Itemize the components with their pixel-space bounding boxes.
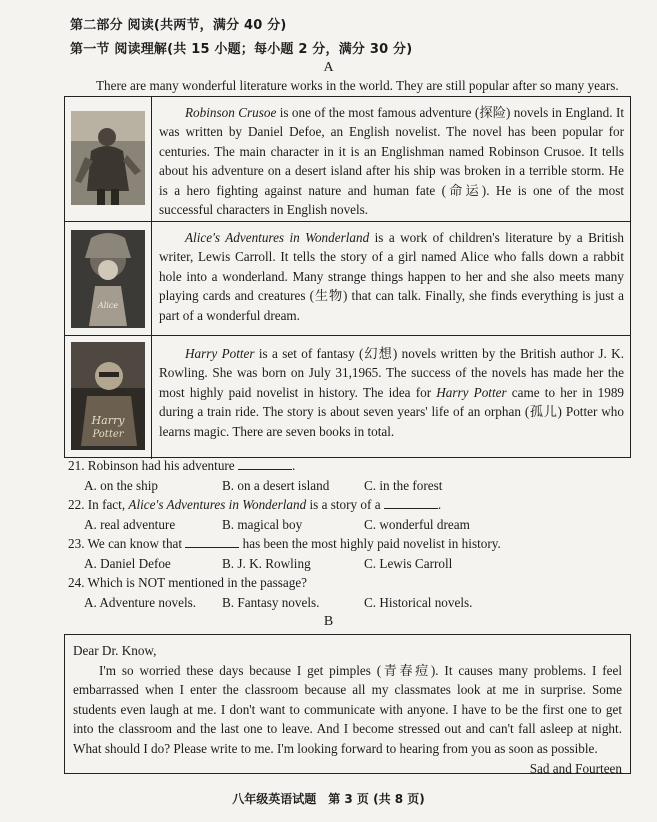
- option-22b: B. magical boy: [222, 517, 303, 532]
- book-text-alice: is a work of children's literature by a British writer, Lewis Carroll. It tells the story of a girl named Alice who falls down a rabbit hole into a wonderland. Many strange things happen to her and she also meets many playing cards and creatures (生物) that can talk. Finally, she finds everything is just a part of a wonderful dream.: [159, 230, 624, 323]
- question-23: 23. We can know that has been the most highly paid novelist in history.: [68, 536, 501, 551]
- part-title: 第二部分 阅读(共两节，满分 40 分): [70, 18, 287, 33]
- page-footer: 八年级英语试题 第 3 页 (共 8 页): [232, 792, 425, 806]
- answer-blank: [185, 536, 239, 548]
- letter-signature: Sad and Fourteen: [529, 760, 622, 776]
- passage-a-intro: There are many wonderful literature works in the world. They are still popular after so many years.: [96, 78, 619, 93]
- book-text-harry-1: is a set of fantasy (幻想) novels written by the British author J. K. Rowling. She was born on July 31,1965. The success of the novels has made her the most highly paid novelist in history. The idea for: [159, 346, 624, 400]
- book-title-alice: Alice's Adventures in Wonderland: [185, 230, 370, 245]
- letter-box: [64, 634, 631, 774]
- harry-potter-cover-icon: [71, 342, 145, 450]
- book-title-harry-inline: Harry Potter: [436, 384, 507, 400]
- answer-blank: [238, 458, 292, 470]
- book-title-harry: Harry Potter: [185, 346, 255, 361]
- book-table: [64, 96, 631, 458]
- section-title: 第一节 阅读理解(共 15 小题；每小题 2 分，满分 30 分): [70, 42, 413, 57]
- svg-text:Potter: Potter: [92, 429, 124, 440]
- passage-a-letter: A: [323, 60, 334, 75]
- option-23c: C. Lewis Carroll: [364, 556, 453, 571]
- option-24a: A. Adventure novels.: [84, 595, 197, 610]
- question-24: 24. Which is NOT mentioned in the passage?: [68, 575, 308, 590]
- option-21a: A. on the ship: [84, 478, 158, 493]
- option-22a: A. real adventure: [84, 517, 176, 532]
- robinson-crusoe-cover-icon: [71, 111, 145, 205]
- book-text-robinson: is one of the most famous adventure (探险) novels in England. It was written by Daniel Defoe, an English novelist. The novel has been popular for centuries. The main character in it is an Englishman named Robinson Crusoe. It tells about his adventure on a desert island after his ship was broken in a terrible storm. He is a hero fighting against nature and human fate (命运). He is one of the most successful characters in English novels.: [159, 105, 624, 218]
- answer-blank: [384, 497, 438, 509]
- passage-b-letter: B: [323, 614, 334, 629]
- alice-in-wonderland-cover-icon: [71, 230, 145, 328]
- option-23b: B. J. K. Rowling: [222, 556, 311, 571]
- option-21c: C. in the forest: [364, 478, 443, 493]
- book-row-robinson: [65, 97, 630, 221]
- question-21: 21. Robinson had his adventure .: [68, 458, 296, 473]
- svg-text:Alice: Alice: [97, 301, 119, 310]
- book-title-robinson: Robinson Crusoe: [185, 105, 277, 120]
- option-21b: B. on a desert island: [222, 478, 330, 493]
- letter-body: I'm so worried these days because I get pimples (青春痘). It causes many problems. I feel embarrassed when I enter the classroom because all my classmates look at me in surprise. Some students even laugh at me. I don't want to communicate with anyone. I have to be the first one to get into the classroom and the last one to leave. And I become stressed out and can't fall asleep at night. What should I do? Please write to me. I'm looking forward to hearing from you as soon as possible.: [73, 662, 622, 756]
- question-22: 22. In fact, Alice's Adventures in Wonderland is a story of a .: [68, 497, 442, 512]
- option-24c: C. Historical novels.: [364, 595, 473, 610]
- option-22c: C. wonderful dream: [364, 517, 470, 532]
- book-row-alice: [65, 221, 630, 335]
- book-row-harry: [65, 335, 630, 459]
- book-text-harry-2: came to her in 1989 during a train ride. The story is about seven years' life of an orphan (孤儿) Potter who learns magic. There are seven books in total.: [159, 384, 625, 439]
- option-24b: B. Fantasy novels.: [222, 595, 320, 610]
- option-23a: A. Daniel Defoe: [84, 556, 171, 571]
- letter-greeting: Dear Dr. Know,: [73, 643, 157, 658]
- svg-text:Harry: Harry: [91, 414, 125, 427]
